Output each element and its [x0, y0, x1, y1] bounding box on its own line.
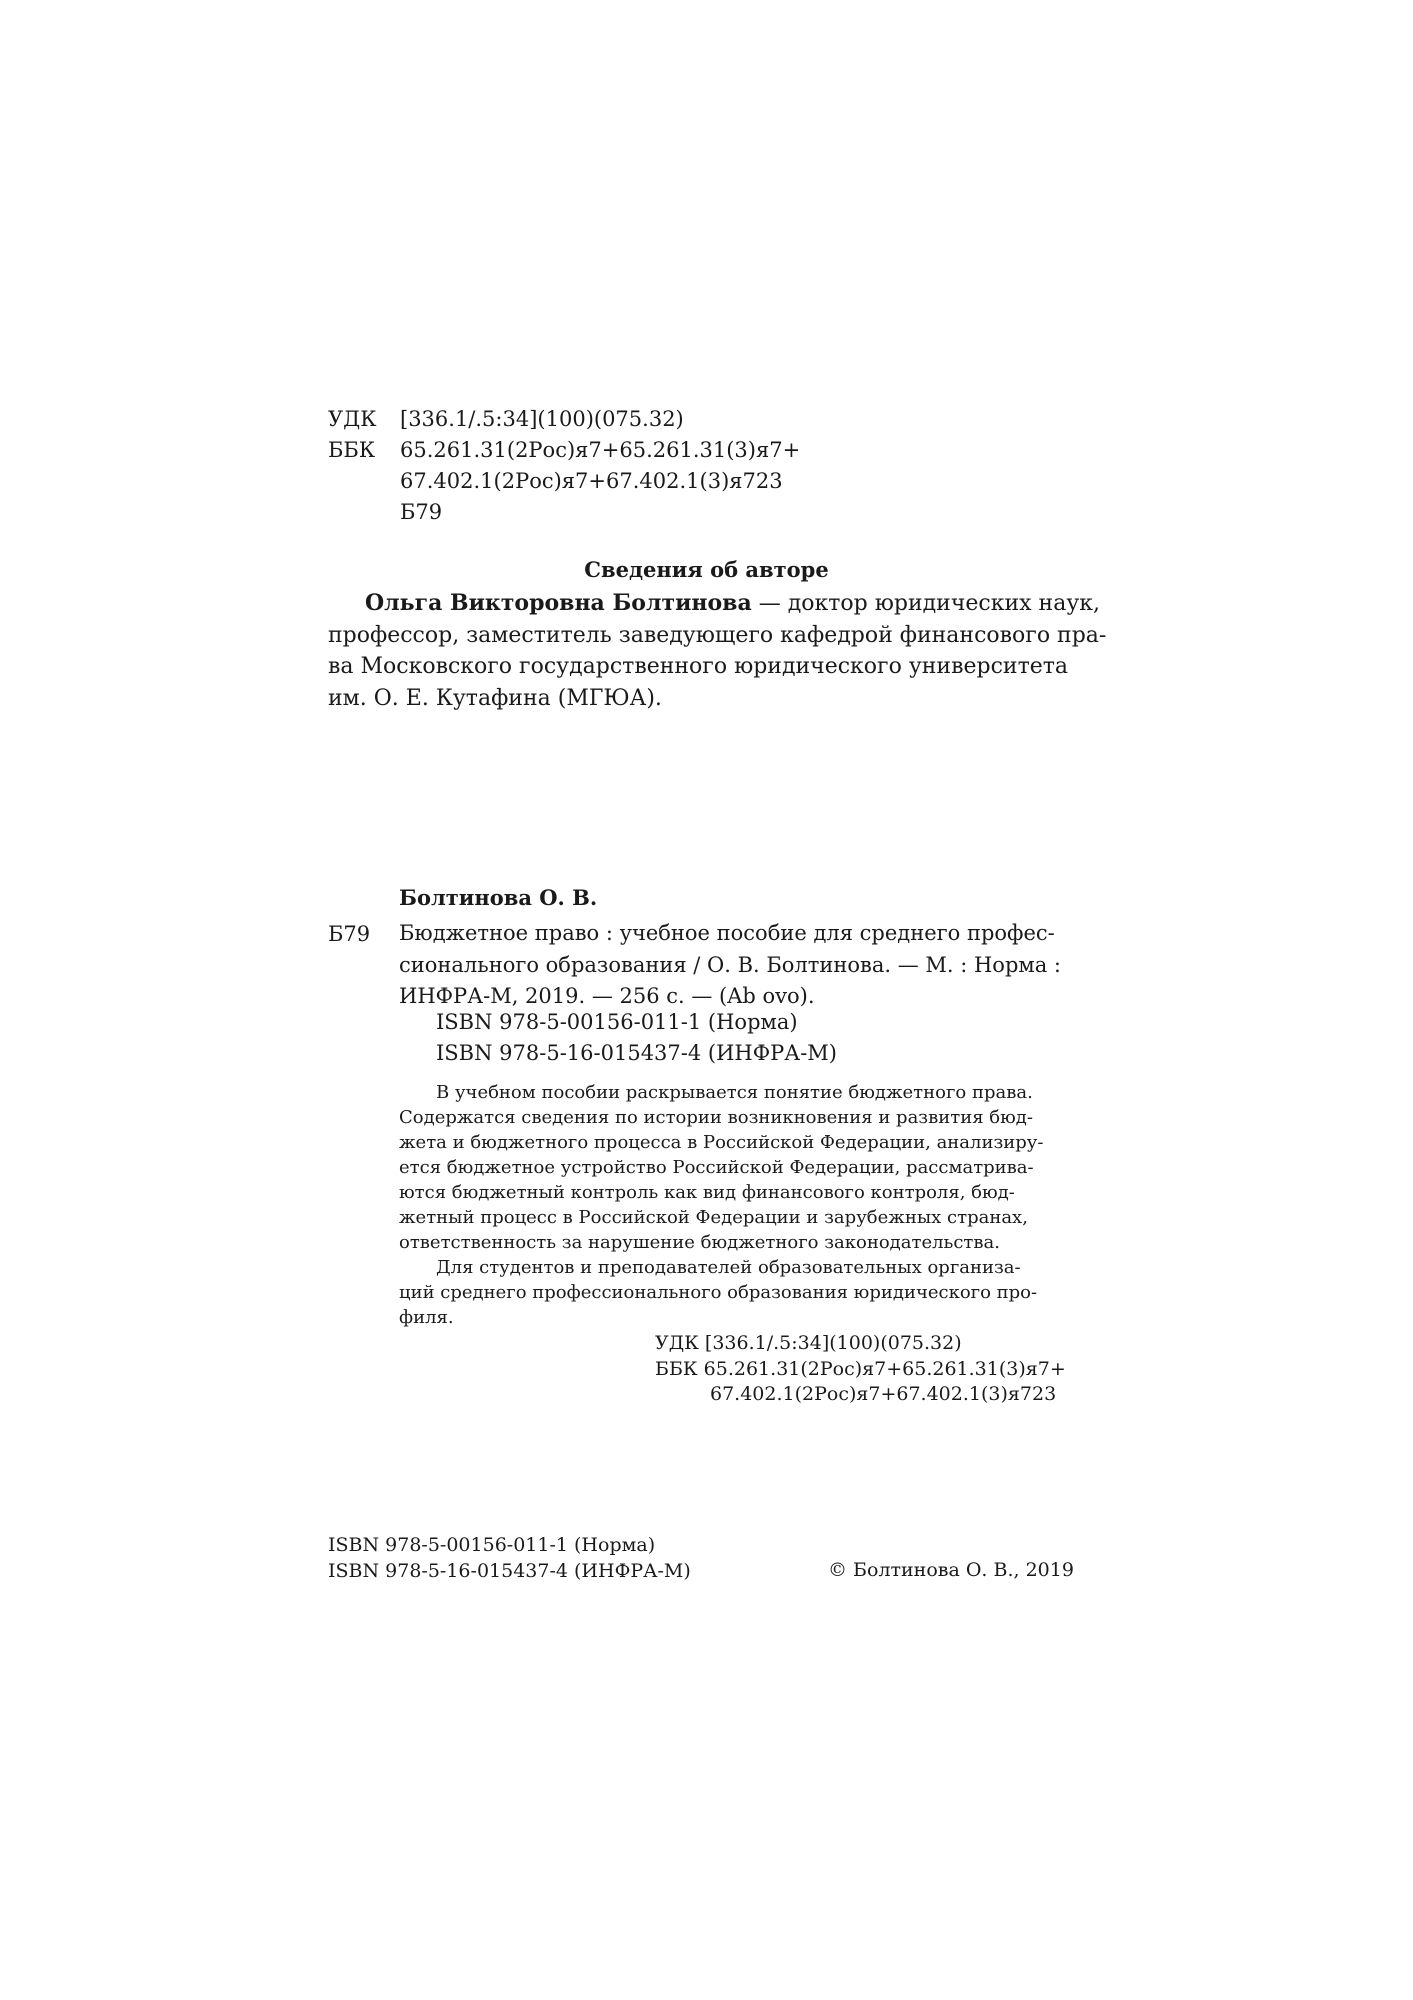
author-info-text [328, 588, 1107, 714]
author-mark: Б79 [400, 500, 443, 524]
footer-isbn-2: ISBN 978-5-16-015437-4 (ИНФРА-М) [328, 1559, 691, 1582]
catalog-code: Б79 [328, 922, 371, 946]
catalog-desc-line-1: Бюджетное право : учебное пособие для среднего профес- [399, 921, 1055, 945]
catalog-isbn-1: ISBN 978-5-00156-011-1 (Норма) [436, 1010, 798, 1034]
udk-line [328, 404, 800, 435]
catalog-isbn-2: ISBN 978-5-16-015437-4 (ИНФРА-М) [436, 1041, 837, 1065]
author-line-2: профессор, заместитель заведующего кафедрой финансового пра- [328, 622, 1107, 648]
bottom-udk: УДК [336.1/.5:34](100)(075.32) [655, 1332, 962, 1354]
annotation-line: жета и бюджетного процесса в Российской Федерации, анализиру- [399, 1132, 1044, 1153]
catalog-desc-line-3: ИНФРА-М, 2019. — 256 с. — (Ab ovo). [399, 984, 815, 1008]
annotation-line: жетный процесс в Российской Федерации и зарубежных странах, [399, 1207, 1028, 1228]
catalog-author-heading: Болтинова О. В. [399, 885, 598, 910]
annotation-line: Для студентов и преподавателей образовательных организа- [436, 1257, 1021, 1278]
footer-isbn-list [328, 1533, 691, 1584]
catalog-desc-line-2: сионального образования / О. В. Болтинова. — М. : Норма : [399, 952, 1062, 977]
bottom-classification [655, 1331, 1066, 1408]
bbk-value-1: 65.261.31(2Рос)я7+65.261.31(3)я7+ [400, 438, 801, 462]
author-name: Ольга Викторовна Болтинова [365, 590, 752, 616]
annotation-line: Содержатся сведения по истории возникновения и развития бюд- [399, 1107, 1033, 1128]
author-line-4: им. О. Е. Кутафина (МГЮА). [328, 685, 662, 711]
annotation-line: ответственность за нарушение бюджетного законодательства. [399, 1232, 1000, 1253]
bottom-bbk-1: ББК 65.261.31(2Рос)я7+65.261.31(3)я7+ [655, 1357, 1066, 1380]
annotation [399, 1080, 1081, 1330]
author-info-heading: Сведения об авторе [584, 557, 829, 582]
copyright-notice: © Болтинова О. В., 2019 [828, 1559, 1074, 1581]
catalog-isbn-list [436, 1007, 837, 1069]
bbk-line [328, 435, 800, 466]
author-line-3: ва Московского государственного юридического университета [328, 654, 1069, 679]
annotation-line: ются бюджетный контроль как вид финансового контроля, бюд- [399, 1182, 1015, 1203]
catalog-description [399, 918, 1081, 1013]
author-line-1 [328, 588, 1101, 620]
bottom-bbk-2: 67.402.1(2Рос)я7+67.402.1(3)я723 [710, 1383, 1057, 1405]
author-line-1-rest: — доктор юридических наук, [751, 591, 1101, 616]
bbk-label: ББК [328, 438, 376, 462]
udk-value: [336.1/.5:34](100)(075.32) [400, 407, 684, 431]
annotation-line: ций среднего профессионального образования юридического про- [399, 1282, 1038, 1303]
udk-label: УДК [328, 407, 377, 431]
annotation-line: В учебном пособии раскрывается понятие бюджетного права. [436, 1082, 1033, 1103]
bbk-value-2: 67.402.1(2Рос)я7+67.402.1(3)я723 [400, 469, 783, 493]
annotation-line: филя. [399, 1307, 454, 1328]
footer-isbn-1: ISBN 978-5-00156-011-1 (Норма) [328, 1534, 656, 1556]
top-classification [328, 404, 800, 528]
annotation-line: ется бюджетное устройство Российской Федерации, рассматрива- [399, 1157, 1034, 1178]
